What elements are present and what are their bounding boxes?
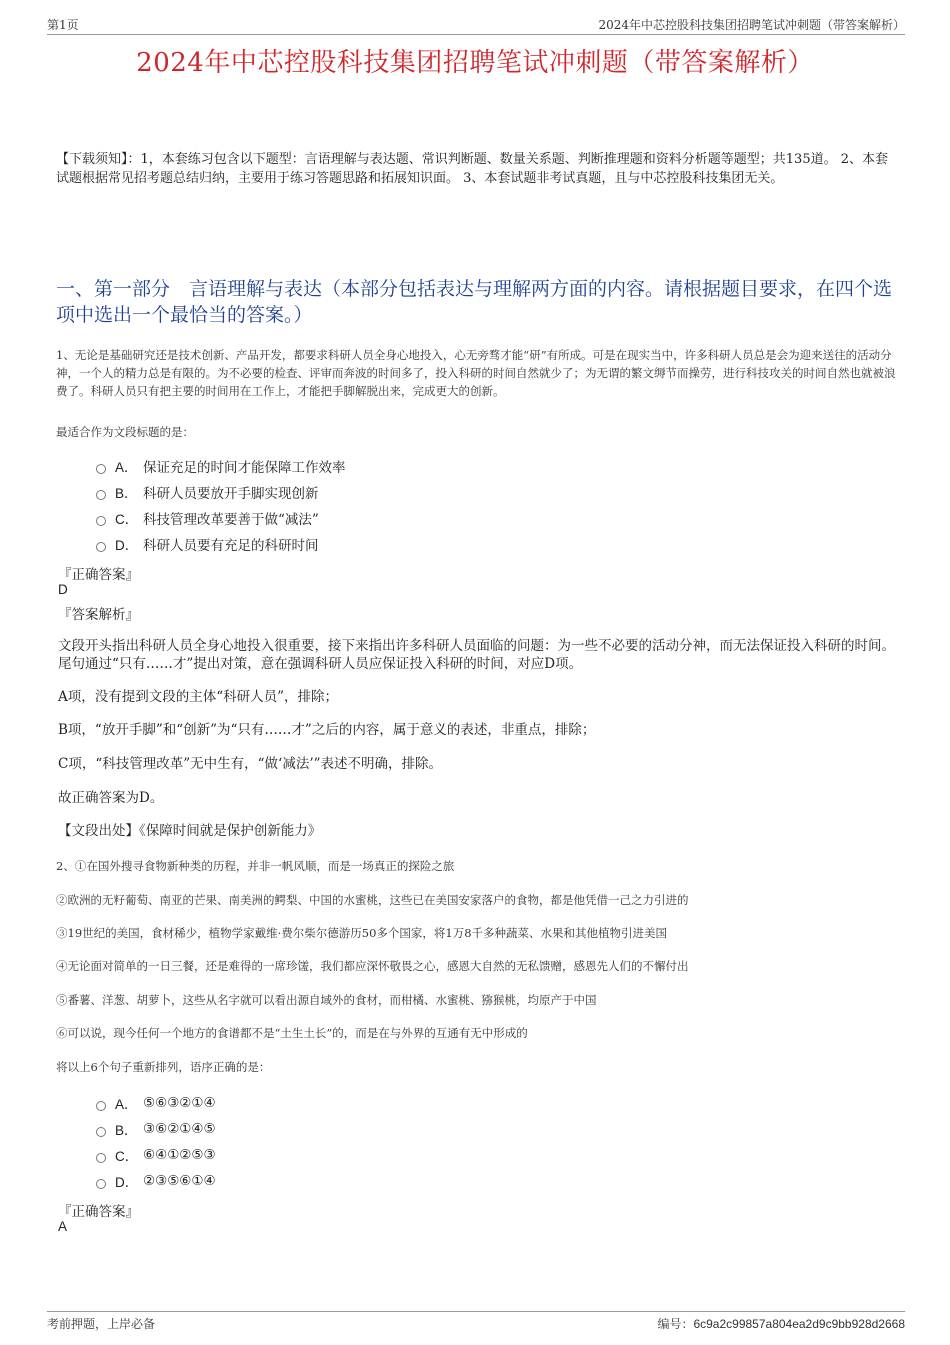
analysis-paragraph: 故正确答案为D。 xyxy=(58,790,164,806)
question-2-line: ④无论面对简单的一日三餐，还是难得的一席珍馐，我们都应深怀敬畏之心，感恩大自然的无私馈赠，感恩先人们的不懈付出 xyxy=(56,959,689,973)
question-2-line: 2、①在国外搜寻食物新种类的历程，并非一帆风顺，而是一场真正的探险之旅 xyxy=(56,859,455,873)
question-2-line: ⑥可以说，现今任何一个地方的食谱都不是“土生土长”的，而是在与外界的互通有无中形成的 xyxy=(56,1026,528,1040)
page-footer xyxy=(47,1311,905,1334)
page-header xyxy=(47,14,905,35)
question-2-options xyxy=(96,1090,216,1194)
option-d[interactable]: D． ②③⑤⑥①④ xyxy=(96,1168,216,1194)
option-d[interactable]: D． 科研人员要有充足的科研时间 xyxy=(96,531,346,557)
radio-icon[interactable] xyxy=(96,542,106,552)
document-title: 2024年中芯控股科技集团招聘笔试冲刺题（带答案解析） xyxy=(136,48,814,78)
question-2-line: ⑤番薯、洋葱、胡萝卜，这些从名字就可以看出源自域外的食材，而柑橘、水蜜桃、猕猴桃，均原产于中国 xyxy=(56,993,597,1007)
option-b[interactable]: B． ③⑥②①④⑤ xyxy=(96,1116,216,1142)
header-doc-title: 2024年中芯控股科技集团招聘笔试冲刺题（带答案解析） xyxy=(598,18,905,32)
analysis-paragraph: 文段开头指出科研人员全身心地投入很重要，接下来指出许多科研人员面临的问题：为一些不必要的活动分神，而无法保证投入科研的时间。尾句通过“只有……才”提出对策，意在强调科研人员应保证投入科研的时间，对应D项。 xyxy=(58,638,895,672)
radio-icon[interactable] xyxy=(96,490,106,500)
question-1-text: 1、无论是基础研究还是技术创新、产品开发，都要求科研人员全身心地投入，心无旁骛才能“研”有所成。可是在现实当中，许多科研人员总是会为迎来送往的活动分神，一个人的精力总是有限的。为不必要的检查、评审而奔波的时间多了，投入科研的时间自然就少了；为无谓的繁文缛节而操劳，进行科技攻关的时间自然也就被浪费了。科研人员只有把主要的时间用在工作上，才能把手脚解脱出来，完成更大的创新。 xyxy=(56,348,896,398)
option-a[interactable]: A． 保证充足的时间才能保障工作效率 xyxy=(96,453,346,479)
download-notice: 【下载须知】：1，本套练习包含以下题型：言语理解与表达题、常识判断题、数量关系题、判断推理题和资料分析题等题型；共135道。 2、本套试题根据常见招考题总结归纳，主要用于练习答题思路和拓展知识面。 3、本套试题非考试真题，且与中芯控股科技集团无关。 xyxy=(56,152,888,186)
option-c[interactable]: C． 科技管理改革要善于做“减法” xyxy=(96,505,346,531)
analysis-paragraph: C项，“科技管理改革”无中生有，“做‘减法’”表述不明确，排除。 xyxy=(58,756,443,772)
option-a[interactable]: A． ⑤⑥③②①④ xyxy=(96,1090,216,1116)
radio-icon[interactable] xyxy=(96,516,106,526)
answer-label: 『正确答案』 xyxy=(58,1204,139,1220)
analysis-paragraph: A项，没有提到文段的主体“科研人员”，排除； xyxy=(58,689,339,705)
answer-label: 『正确答案』 xyxy=(58,567,139,583)
radio-icon[interactable] xyxy=(96,1153,106,1163)
radio-icon[interactable] xyxy=(96,1101,106,1111)
radio-icon[interactable] xyxy=(96,464,106,474)
footer-slogan: 考前押题，上岸必备 xyxy=(47,1317,156,1331)
page-number: 第1页 xyxy=(47,18,79,32)
analysis-label: 『答案解析』 xyxy=(58,607,139,623)
section-title: 一、第一部分 言语理解与表达（本部分包括表达与理解两方面的内容。请根据题目要求，在四个选项中选出一个最恰当的答案。） xyxy=(56,278,893,326)
question-1-options xyxy=(96,453,346,557)
option-c[interactable]: C． ⑥④①②⑤③ xyxy=(96,1142,216,1168)
answer-value: D xyxy=(58,582,68,597)
option-b[interactable]: B． 科研人员要放开手脚实现创新 xyxy=(96,479,346,505)
analysis-paragraph: B项，“放开手脚”和“创新”为“只有……才”之后的内容，属于意义的表述，非重点，排除； xyxy=(58,722,596,738)
question-1-prompt: 最适合作为文段标题的是： xyxy=(56,425,194,439)
footer-code: 编号：6c9a2c99857a804ea2d9c9bb928d2668 xyxy=(657,1317,905,1331)
source-citation: 【文段出处】《保障时间就是保护创新能力》 xyxy=(58,823,322,839)
question-2-prompt: 将以上6个句子重新排列，语序正确的是： xyxy=(56,1060,271,1074)
answer-value: A xyxy=(58,1219,68,1234)
question-2-line: ②欧洲的无籽葡萄、南亚的芒果、南美洲的鳄梨、中国的水蜜桃，这些已在美国安家落户的食物，都是他凭借一己之力引进的 xyxy=(56,893,689,907)
question-2-line: ③19世纪的美国，食材稀少，植物学家戴维·费尔柴尔德游历50多个国家，将1万8千多种蔬菜、水果和其他植物引进美国 xyxy=(56,926,668,940)
radio-icon[interactable] xyxy=(96,1127,106,1137)
radio-icon[interactable] xyxy=(96,1179,106,1189)
